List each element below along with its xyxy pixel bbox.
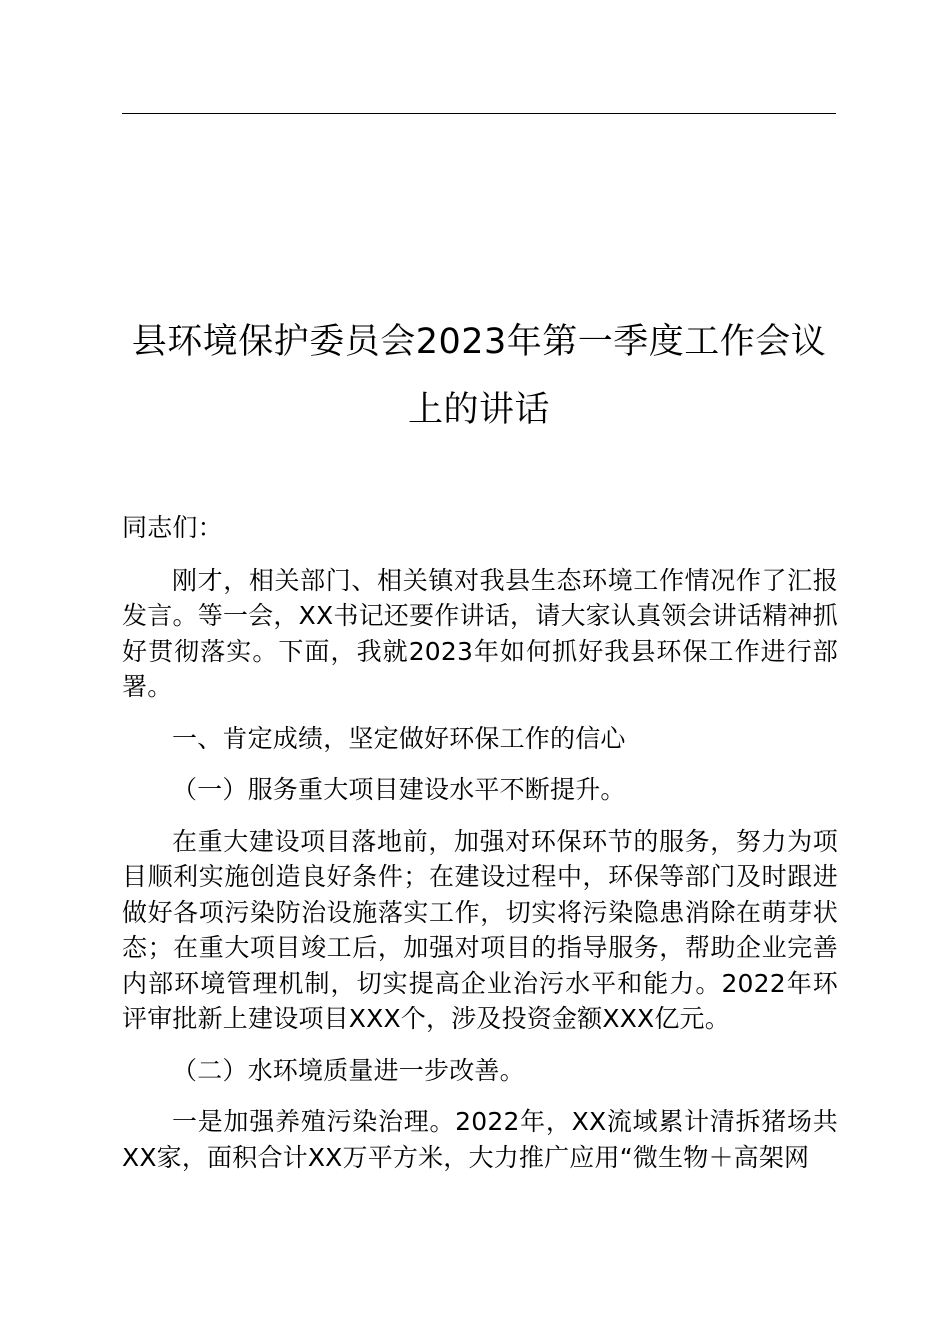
document-title — [122, 308, 836, 444]
body-paragraph: 一是加强养殖污染治理。2022年，XX流域累计清拆猪场共XX家，面积合计XX万平方米，大力推广应用“微生物＋高架网 — [122, 1107, 838, 1172]
section-heading: 一、肯定成绩，坚定做好环保工作的信心 — [172, 723, 626, 753]
salutation: 同志们： — [122, 513, 223, 542]
subsection-heading: （一）服务重大项目建设水平不断提升。 — [172, 775, 626, 804]
body-paragraph: 在重大建设项目落地前，加强对环保环节的服务，努力为项目顺利实施创造良好条件；在建设过程中，环保等部门及时跟进做好各项污染防治设施落实工作，切实将污染隐患消除在萌芽状态；在重大项目竣工后，加强对项目的指导服务，帮助企业完善内部环境管理机制，切实提高企业治污水平和能力。2022年环评审批新上建设项目XXX个，涉及投资金额XXX亿元。 — [122, 826, 838, 1033]
subsection-heading: （二）水环境质量进一步改善。 — [172, 1055, 525, 1085]
body-paragraph: 刚才，相关部门、相关镇对我县生态环境工作情况作了汇报发言。等一会，XX书记还要作讲话，请大家认真领会讲话精神抓好贯彻落实。下面，我就2023年如何抓好我县环保工作进行部署。 — [122, 565, 838, 701]
title-line-2: 上的讲话 — [407, 390, 550, 430]
header-rule — [122, 113, 836, 114]
title-line-1: 县环境保护委员会2023年第一季度工作会议 — [131, 322, 827, 362]
document-body — [122, 510, 838, 1175]
